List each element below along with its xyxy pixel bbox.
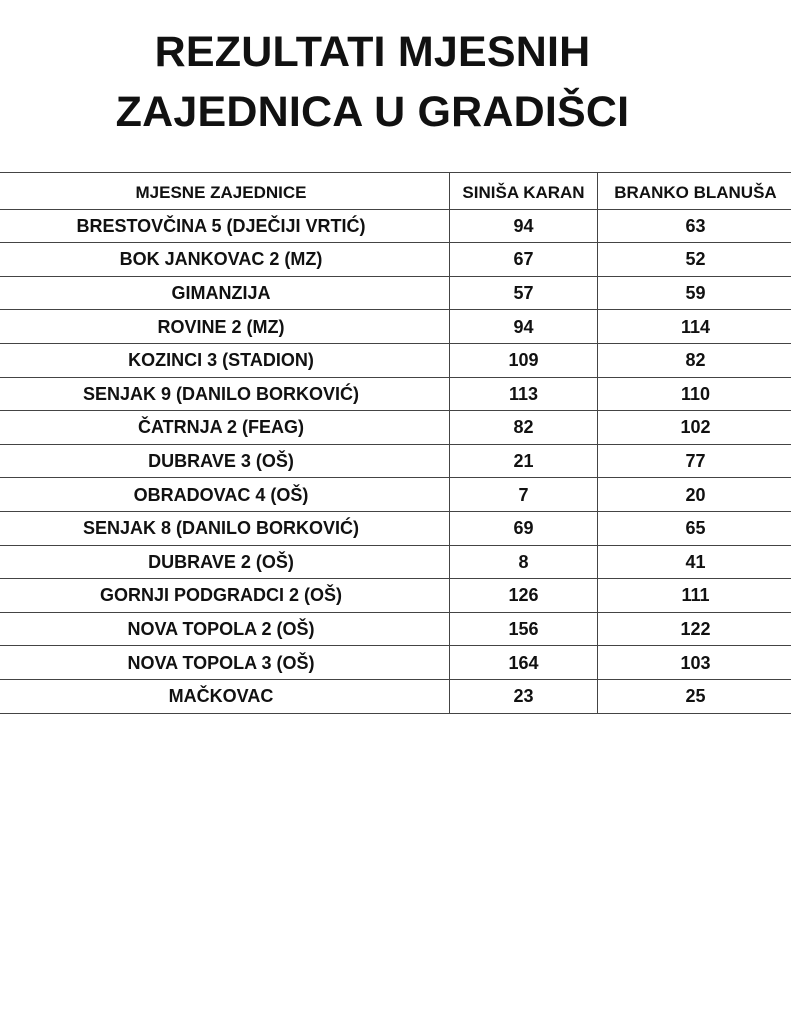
blanusa-votes: 65 — [598, 511, 791, 545]
community-name: ČATRNJA 2 (FEAG) — [0, 411, 450, 445]
table-row — [0, 444, 791, 478]
blanusa-votes: 77 — [598, 444, 791, 478]
community-name: GORNJI PODGRADCI 2 (OŠ) — [0, 579, 450, 613]
blanusa-votes: 102 — [598, 411, 791, 445]
karan-votes: 82 — [450, 411, 598, 445]
blanusa-votes: 41 — [598, 545, 791, 579]
karan-votes: 94 — [450, 310, 598, 344]
blanusa-votes: 111 — [598, 579, 791, 613]
blanusa-votes: 110 — [598, 377, 791, 411]
community-name: DUBRAVE 3 (OŠ) — [0, 444, 450, 478]
community-name: SENJAK 9 (DANILO BORKOVIĆ) — [0, 377, 450, 411]
blanusa-votes: 82 — [598, 343, 791, 377]
blanusa-votes: 122 — [598, 612, 791, 646]
table-row — [0, 579, 791, 613]
blanusa-votes: 63 — [598, 209, 791, 243]
page-title — [0, 22, 745, 142]
blanusa-votes: 103 — [598, 646, 791, 680]
karan-votes: 67 — [450, 243, 598, 277]
table-row — [0, 243, 791, 277]
karan-votes: 94 — [450, 209, 598, 243]
table-row — [0, 511, 791, 545]
table-row — [0, 679, 791, 713]
title-line-2: ZAJEDNICA U GRADIŠCI — [115, 88, 630, 136]
column-header-blanusa: BRANKO BLANUŠA — [598, 173, 791, 210]
table-header-row — [0, 173, 791, 210]
table-row — [0, 545, 791, 579]
column-header-communities: MJESNE ZAJEDNICE — [0, 173, 450, 210]
karan-votes: 7 — [450, 478, 598, 512]
community-name: GIMANZIJA — [0, 276, 450, 310]
community-name: ROVINE 2 (MZ) — [0, 310, 450, 344]
table-row — [0, 377, 791, 411]
blanusa-votes: 114 — [598, 310, 791, 344]
table-row — [0, 478, 791, 512]
community-name: SENJAK 8 (DANILO BORKOVIĆ) — [0, 511, 450, 545]
community-name: NOVA TOPOLA 2 (OŠ) — [0, 612, 450, 646]
community-name: NOVA TOPOLA 3 (OŠ) — [0, 646, 450, 680]
community-name: MAČKOVAC — [0, 679, 450, 713]
karan-votes: 126 — [450, 579, 598, 613]
table-row — [0, 276, 791, 310]
community-name: DUBRAVE 2 (OŠ) — [0, 545, 450, 579]
karan-votes: 156 — [450, 612, 598, 646]
karan-votes: 164 — [450, 646, 598, 680]
community-name: BOK JANKOVAC 2 (MZ) — [0, 243, 450, 277]
column-header-karan: SINIŠA KARAN — [450, 173, 598, 210]
table-row — [0, 310, 791, 344]
karan-votes: 69 — [450, 511, 598, 545]
karan-votes: 109 — [450, 343, 598, 377]
table-body — [0, 209, 791, 713]
table-row — [0, 343, 791, 377]
karan-votes: 8 — [450, 545, 598, 579]
title-line-1: REZULTATI MJESNIH — [154, 28, 591, 76]
results-table — [0, 172, 791, 714]
karan-votes: 23 — [450, 679, 598, 713]
table-row — [0, 612, 791, 646]
table-row — [0, 209, 791, 243]
table-row — [0, 646, 791, 680]
blanusa-votes: 59 — [598, 276, 791, 310]
community-name: BRESTOVČINA 5 (DJEČIJI VRTIĆ) — [0, 209, 450, 243]
blanusa-votes: 52 — [598, 243, 791, 277]
table-row — [0, 411, 791, 445]
blanusa-votes: 25 — [598, 679, 791, 713]
karan-votes: 57 — [450, 276, 598, 310]
blanusa-votes: 20 — [598, 478, 791, 512]
karan-votes: 113 — [450, 377, 598, 411]
community-name: KOZINCI 3 (STADION) — [0, 343, 450, 377]
community-name: OBRADOVAC 4 (OŠ) — [0, 478, 450, 512]
karan-votes: 21 — [450, 444, 598, 478]
